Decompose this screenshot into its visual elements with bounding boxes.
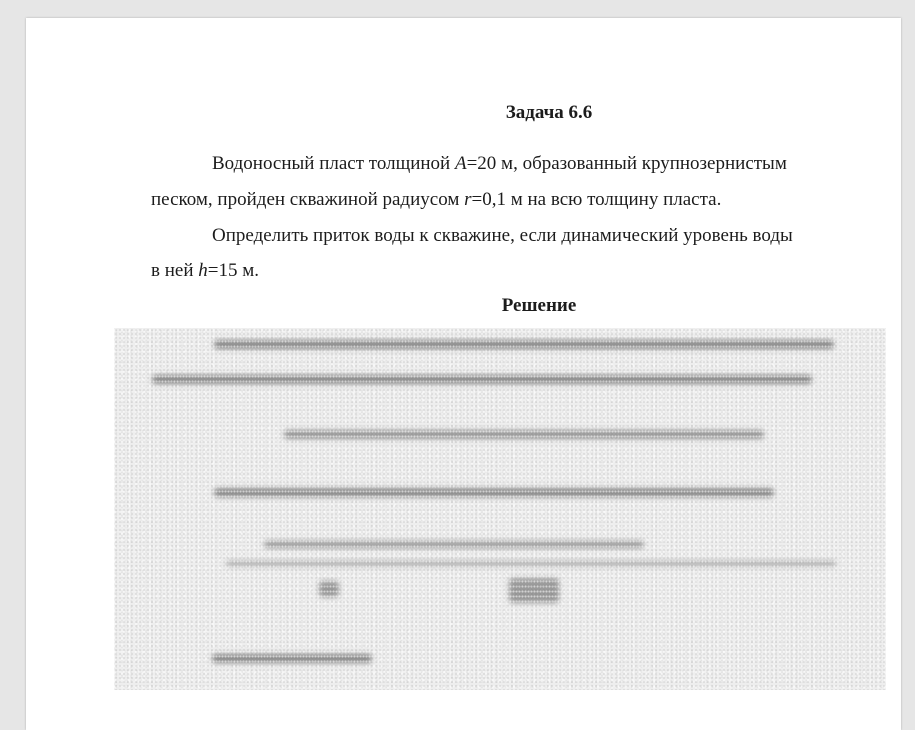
blurred-line xyxy=(214,340,834,349)
text-span: =20 м, образованный крупнозернистым xyxy=(466,153,787,174)
blurred-line xyxy=(214,488,774,497)
paragraph-1-line-1 xyxy=(212,153,787,175)
blurred-formula xyxy=(284,430,764,439)
paragraph-2-line-2 xyxy=(151,260,259,282)
solution-heading: Решение xyxy=(501,295,577,316)
problem-title: Задача 6.6 xyxy=(505,102,593,123)
text-span: в ней xyxy=(151,260,199,281)
text-span: =0,1 м на всю толщину пласта. xyxy=(471,189,722,210)
paragraph-2-line-1: Определить приток воды к скважине, если динамический уровень воды xyxy=(212,225,793,246)
text-span: песком, пройден скважиной радиусом xyxy=(151,189,465,210)
blurred-formula xyxy=(319,581,339,597)
blurred-line xyxy=(152,375,812,384)
text-span: =15 м. xyxy=(207,260,259,281)
blurred-answer xyxy=(212,654,372,663)
blurred-formula xyxy=(226,561,836,566)
document-page xyxy=(26,18,901,730)
variable-h: h xyxy=(198,260,208,281)
blurred-formula xyxy=(264,541,644,548)
variable-a: A xyxy=(454,153,467,174)
paragraph-1-line-2 xyxy=(151,189,721,211)
text-span: Водоносный пласт толщиной xyxy=(212,153,455,174)
variable-r: r xyxy=(464,189,472,210)
blurred-solution-area xyxy=(114,328,886,690)
blurred-formula xyxy=(509,578,559,603)
blur-layer xyxy=(114,328,886,690)
